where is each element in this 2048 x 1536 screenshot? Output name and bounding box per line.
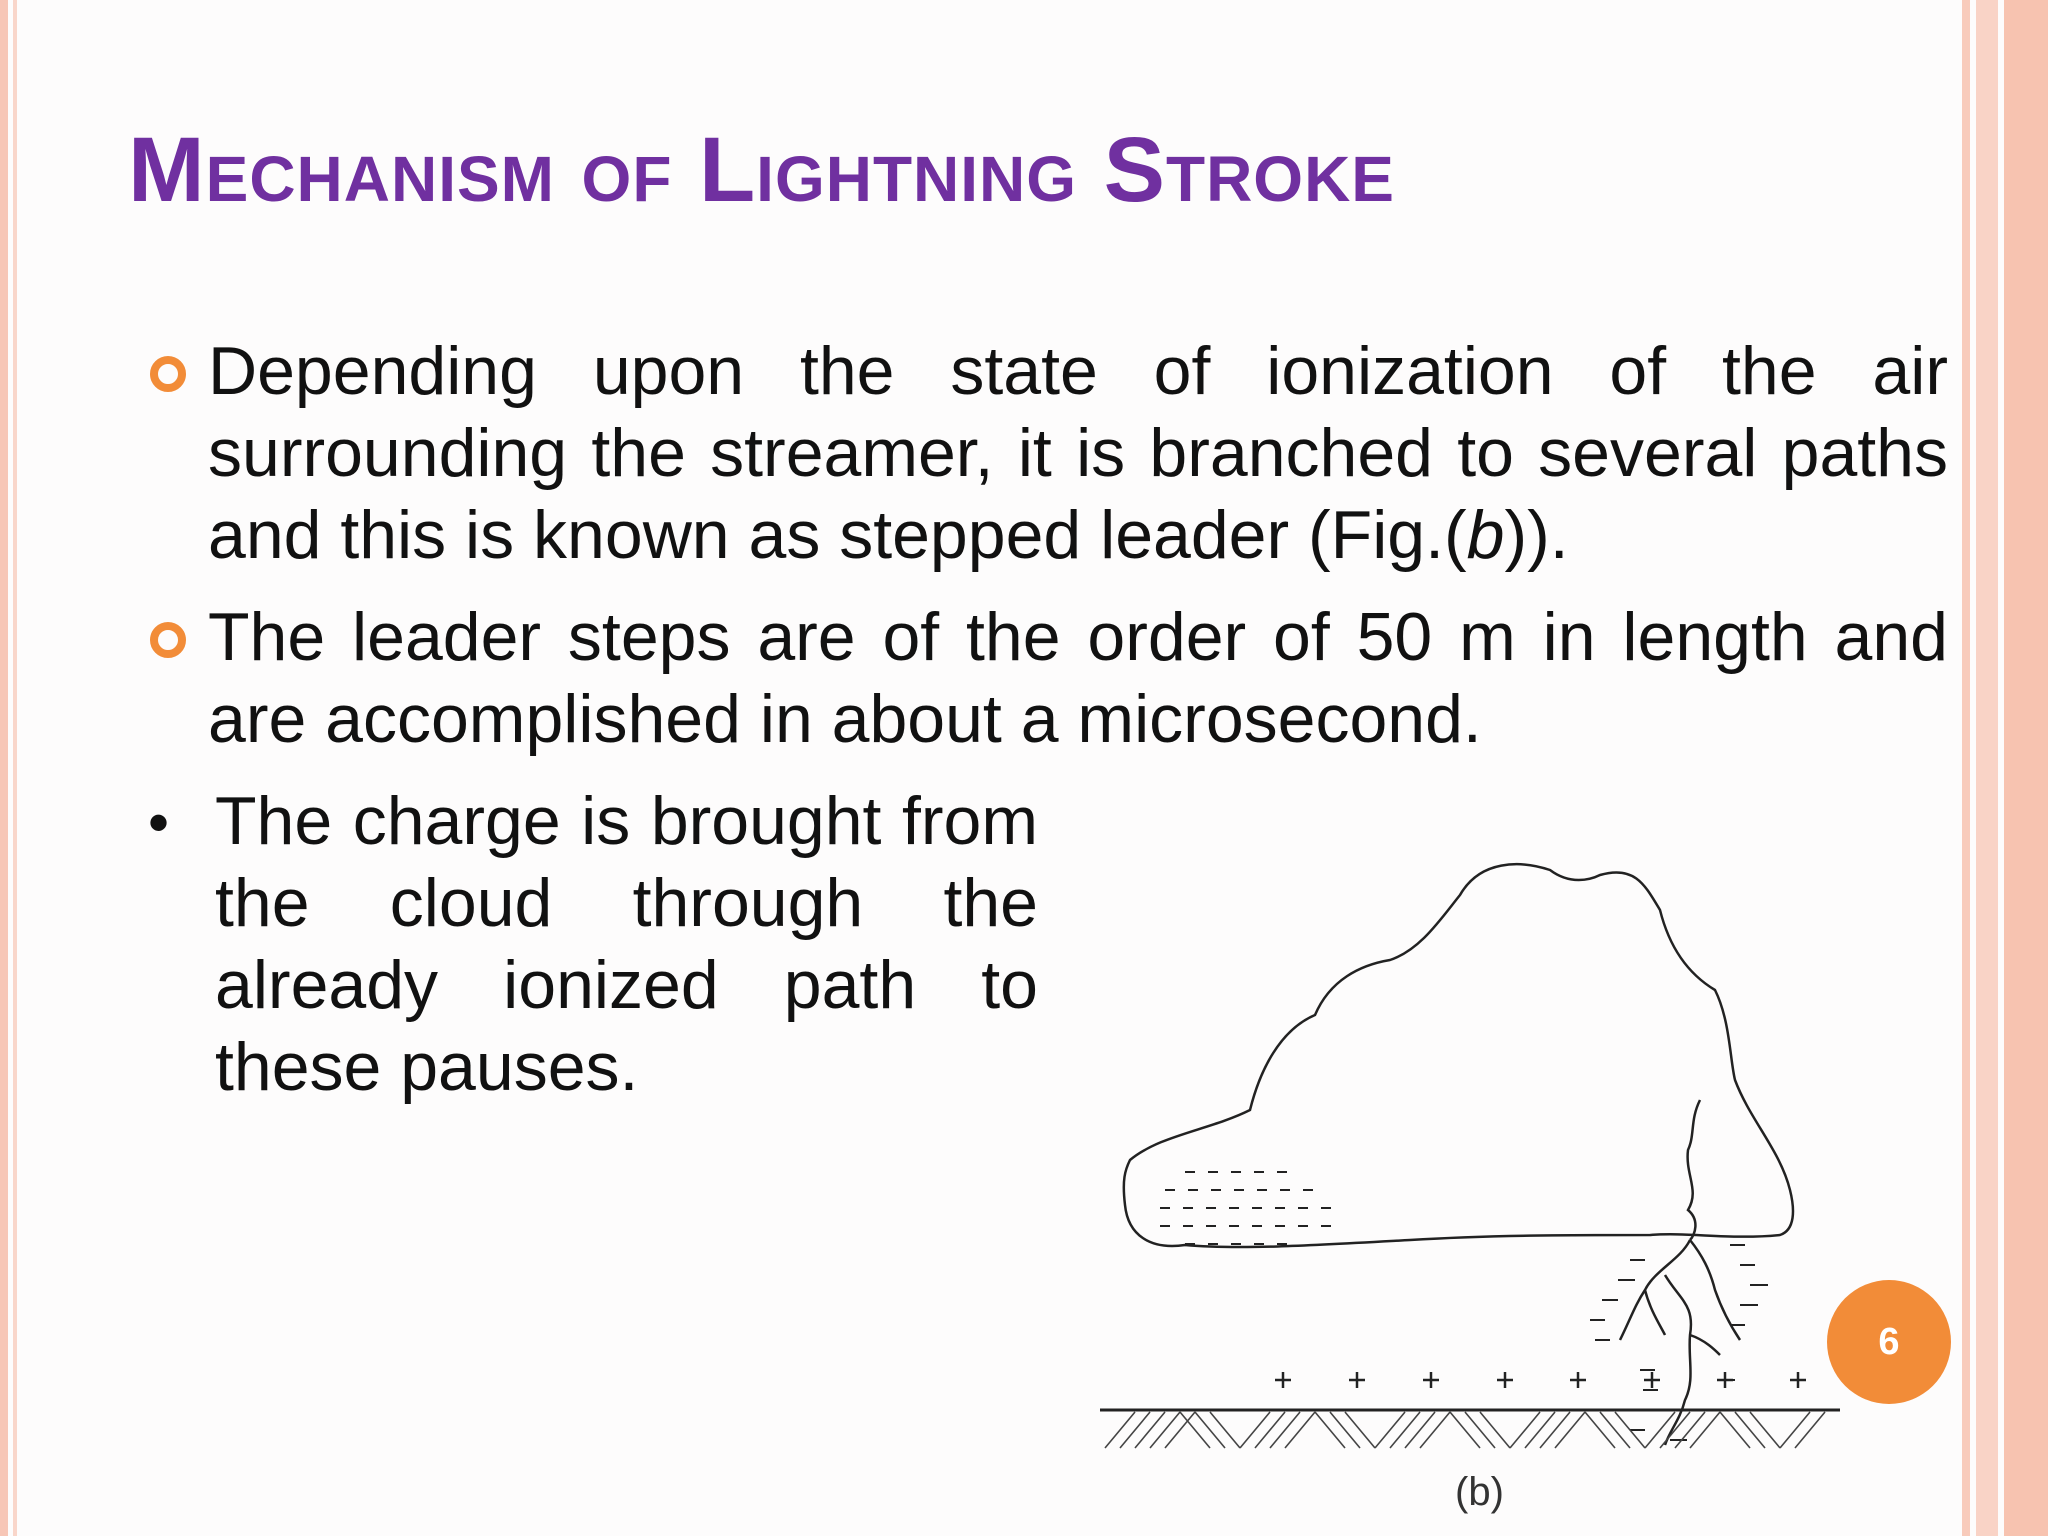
ring-bullet-icon	[150, 622, 186, 658]
left-border-stripe	[0, 0, 8, 1536]
stepped-leader-figure	[1090, 780, 1850, 1530]
right-border-band	[2004, 0, 2048, 1536]
bullet-text: The leader steps are of the order of 50 m in length and are accomplished in about a microsecond.	[208, 599, 1948, 757]
ring-bullet-icon	[150, 356, 186, 392]
dot-bullet-icon: •	[148, 789, 170, 856]
stepped-leader-branches	[1620, 1100, 1740, 1445]
ground-hatching	[1105, 1412, 1825, 1448]
left-border-stripe-inner	[13, 0, 17, 1536]
figure-caption: (b)	[1455, 1470, 1504, 1514]
sub-bullet-text: The charge is brought from the cloud through the already ionized path to these pauses.	[215, 783, 1038, 1105]
slide-title: Mechanism of Lightning Stroke	[128, 119, 1395, 221]
right-border-band	[1962, 0, 1970, 1536]
right-border-band	[1976, 0, 1998, 1536]
bullet-text: Depending upon the state of ionization of the air surrounding the streamer, it is branched to several paths and this is known as stepped leader (Fig.(b)).	[208, 333, 1948, 573]
page-number: 6	[1878, 1321, 1900, 1363]
positive-charges-ground	[1275, 1372, 1806, 1388]
negative-charges-cloud	[1160, 1172, 1331, 1244]
